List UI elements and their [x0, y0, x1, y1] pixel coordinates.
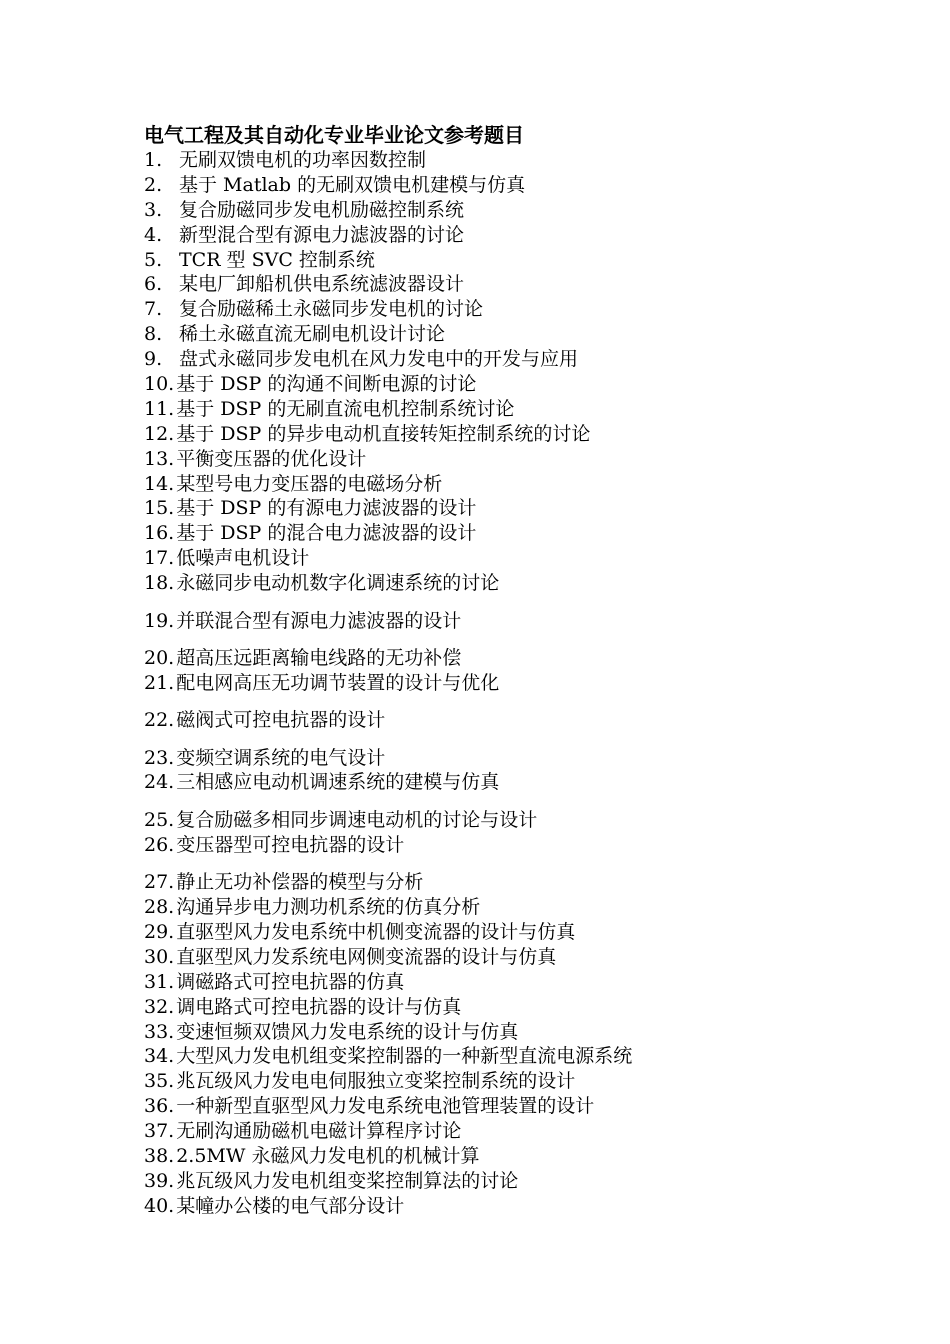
topic-text: 无刷沟通励磁机电磁计算程序讨论 — [176, 1120, 462, 1143]
topic-number: 7. — [144, 298, 163, 321]
topic-number: 34. — [144, 1045, 175, 1068]
topic-item — [144, 272, 844, 297]
topic-item — [144, 496, 844, 521]
topic-number: 3. — [144, 198, 163, 221]
topic-text: 基于 DSP 的混合电力滤波器的设计 — [176, 522, 477, 545]
topic-number: 25. — [144, 808, 175, 831]
topic-text: 沟通异步电力测功机系统的仿真分析 — [176, 896, 481, 919]
topic-item — [144, 746, 844, 771]
topic-item — [144, 447, 844, 472]
topic-item — [144, 1094, 844, 1119]
topic-text: 某电厂卸船机供电系统滤波器设计 — [179, 273, 465, 296]
topic-number: 36. — [144, 1095, 175, 1118]
topic-item — [144, 521, 844, 546]
topic-number: 1. — [144, 149, 163, 171]
topic-number: 14. — [144, 472, 175, 495]
topic-number: 11. — [144, 397, 175, 420]
topic-number: 15. — [144, 497, 175, 520]
topic-item — [144, 970, 844, 995]
topic-item — [144, 895, 844, 920]
topic-item — [144, 870, 844, 895]
topic-text: 兆瓦级风力发电电伺服独立变桨控制系统的设计 — [176, 1070, 576, 1093]
topic-text: 变频空调系统的电气设计 — [176, 746, 386, 769]
topic-text: 永磁同步电动机数字化调速系统的讨论 — [176, 572, 500, 595]
topic-number: 30. — [144, 945, 175, 968]
topic-text: 兆瓦级风力发电机组变桨控制算法的讨论 — [176, 1169, 519, 1192]
topic-item — [144, 609, 844, 634]
topic-text: 基于 DSP 的沟通不间断电源的讨论 — [176, 373, 477, 396]
topic-number: 8. — [144, 323, 163, 346]
topic-number: 6. — [144, 273, 163, 296]
topic-text: 新型混合型有源电力滤波器的讨论 — [179, 223, 465, 246]
topic-item — [144, 422, 844, 447]
topic-text: 并联混合型有源电力滤波器的设计 — [176, 609, 462, 632]
topic-number: 39. — [144, 1169, 175, 1192]
topic-text: 调电路式可控电抗器的设计与仿真 — [176, 995, 462, 1018]
topic-number: 9. — [144, 348, 163, 371]
topic-item — [144, 472, 844, 497]
topic-number: 29. — [144, 920, 175, 943]
topic-text: 变速恒频双馈风力发电系统的设计与仿真 — [176, 1020, 519, 1043]
topic-item — [144, 1194, 844, 1219]
topic-number: 5. — [144, 248, 163, 271]
topic-item — [144, 173, 844, 198]
topic-text: 磁阀式可控电抗器的设计 — [176, 709, 386, 732]
topic-item — [144, 833, 844, 858]
topic-number: 32. — [144, 995, 175, 1018]
topic-item — [144, 808, 844, 833]
topic-text: 复合励磁多相同步调速电动机的讨论与设计 — [176, 808, 538, 831]
topic-item — [144, 297, 844, 322]
topic-number: 18. — [144, 572, 175, 595]
topic-item — [144, 148, 844, 173]
topic-item — [144, 1020, 844, 1045]
topic-number: 21. — [144, 671, 175, 694]
topic-number: 17. — [144, 547, 175, 570]
topic-item — [144, 223, 844, 248]
topic-number: 23. — [144, 746, 175, 769]
topic-number: 31. — [144, 970, 175, 993]
topic-number: 27. — [144, 871, 175, 894]
topic-text: 基于 DSP 的有源电力滤波器的设计 — [176, 497, 477, 520]
topic-number: 40. — [144, 1194, 175, 1217]
topic-item — [144, 920, 844, 945]
topic-item — [144, 1069, 844, 1094]
topic-item — [144, 770, 844, 795]
topic-text: 稀土永磁直流无刷电机设计讨论 — [179, 323, 446, 346]
topic-item — [144, 372, 844, 397]
topic-number: 22. — [144, 709, 175, 732]
topic-text: 复合励磁稀土永磁同步发电机的讨论 — [179, 298, 484, 321]
topic-text: 超高压远距离输电线路的无功补偿 — [176, 646, 462, 669]
topic-item — [144, 546, 844, 571]
topic-number: 10. — [144, 373, 175, 396]
topic-number: 12. — [144, 422, 175, 445]
topic-text: 直驱型风力发电系统中机侧变流器的设计与仿真 — [176, 920, 576, 943]
topic-text: 基于 Matlab 的无刷双馈电机建模与仿真 — [179, 173, 526, 196]
topic-number: 26. — [144, 833, 175, 856]
document-page — [144, 122, 844, 1219]
topic-number: 4. — [144, 223, 163, 246]
topic-item — [144, 1144, 844, 1169]
topic-number: 16. — [144, 522, 175, 545]
topic-item — [144, 646, 844, 671]
topic-text: 直驱型风力发系统电网侧变流器的设计与仿真 — [176, 945, 557, 968]
topic-text: 盘式永磁同步发电机在风力发电中的开发与应用 — [179, 348, 579, 371]
topic-item — [144, 248, 844, 273]
topic-text: 某幢办公楼的电气部分设计 — [176, 1194, 405, 1217]
topic-text: 平衡变压器的优化设计 — [176, 447, 367, 470]
topic-text: 静止无功补偿器的模型与分析 — [176, 871, 424, 894]
topic-text: 复合励磁同步发电机励磁控制系统 — [179, 198, 465, 221]
topic-text: 低噪声电机设计 — [176, 547, 310, 570]
topic-text: TCR 型 SVC 控制系统 — [179, 248, 375, 271]
topic-text: 无刷双馈电机的功率因数控制 — [179, 149, 427, 171]
topic-number: 13. — [144, 447, 175, 470]
topic-text: 变压器型可控电抗器的设计 — [176, 833, 405, 856]
topic-number: 28. — [144, 896, 175, 919]
topic-number: 37. — [144, 1120, 175, 1143]
topic-item — [144, 322, 844, 347]
topic-text: 配电网高压无功调节装置的设计与优化 — [176, 671, 500, 694]
topic-text: 三相感应电动机调速系统的建模与仿真 — [176, 771, 500, 794]
topic-text: 某型号电力变压器的电磁场分析 — [176, 472, 443, 495]
topic-number: 33. — [144, 1020, 175, 1043]
topic-item — [144, 1119, 844, 1144]
topic-item — [144, 198, 844, 223]
topic-text: 大型风力发电机组变桨控制器的一种新型直流电源系统 — [176, 1045, 633, 1068]
topic-number: 20. — [144, 646, 175, 669]
topic-item — [144, 571, 844, 596]
topic-item — [144, 671, 844, 696]
topic-number: 2. — [144, 173, 163, 196]
topic-item — [144, 1169, 844, 1194]
topic-item — [144, 945, 844, 970]
topic-item — [144, 397, 844, 422]
topic-text: 基于 DSP 的无刷直流电机控制系统讨论 — [176, 397, 515, 420]
topic-text: 调磁路式可控电抗器的仿真 — [176, 970, 405, 993]
topic-text: 基于 DSP 的异步电动机直接转矩控制系统的讨论 — [176, 422, 591, 445]
topic-item — [144, 1044, 844, 1069]
topic-list — [144, 148, 844, 1219]
topic-text: 一种新型直驱型风力发电系统电池管理装置的设计 — [176, 1095, 595, 1118]
document-title: 电气工程及其自动化专业毕业论文参考题目 — [144, 123, 524, 147]
topic-item — [144, 347, 844, 372]
topic-number: 35. — [144, 1070, 175, 1093]
topic-number: 38. — [144, 1144, 175, 1167]
topic-number: 19. — [144, 609, 175, 632]
topic-text: 2.5MW 永磁风力发电机的机械计算 — [176, 1144, 480, 1167]
topic-item — [144, 708, 844, 733]
topic-item — [144, 995, 844, 1020]
topic-number: 24. — [144, 771, 175, 794]
